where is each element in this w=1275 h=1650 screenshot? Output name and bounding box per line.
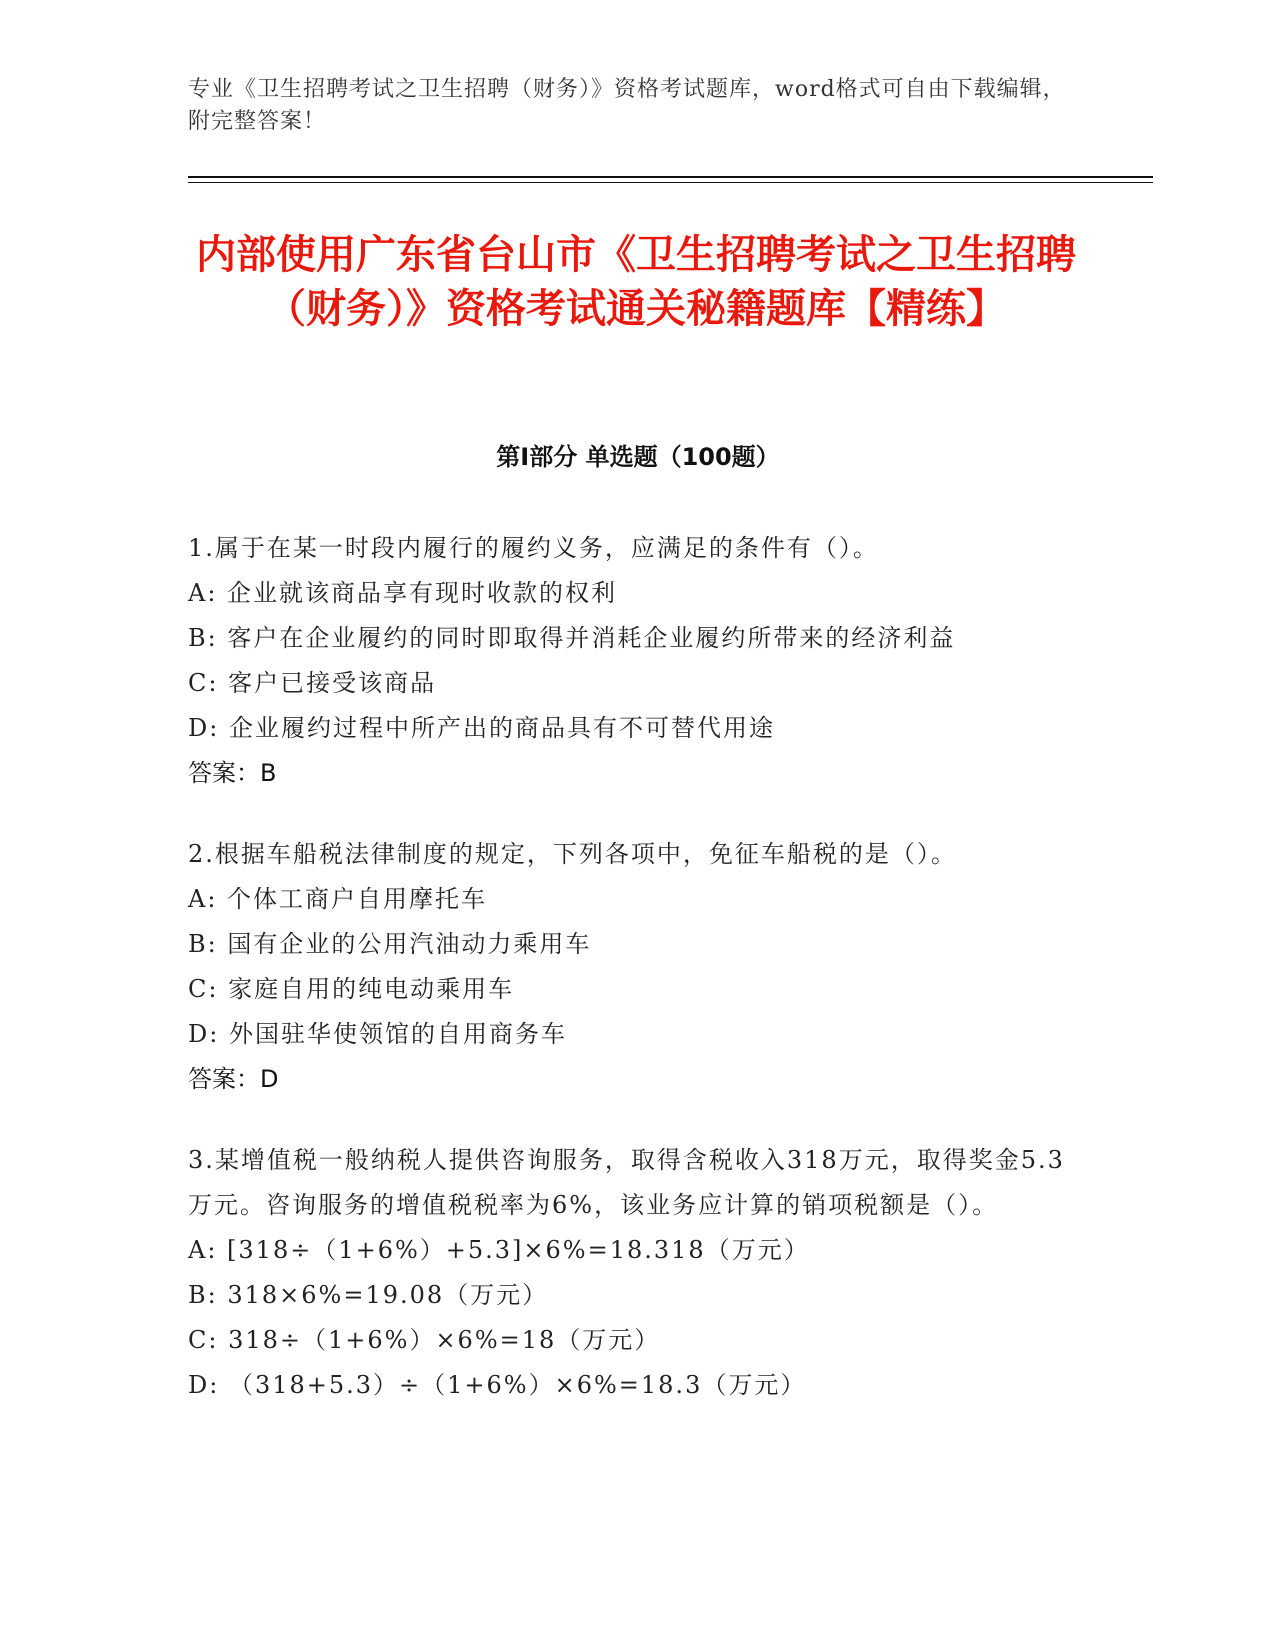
option-d: D: 外国驻华使领馆的自用商务车 [188, 1020, 567, 1048]
header-divider-thick [188, 176, 1153, 178]
question-stem: 3.某增值税一般纳税人提供咨询服务，取得含税收入318万元，取得奖金5.3万元。咨询服务的增值税税率为6%，该业务应计算的销项税额是（）。 [188, 1146, 1065, 1219]
question-list [188, 526, 1068, 1444]
option-a: A: [318÷（1+6%）+5.3]×6%=18.318（万元） [188, 1236, 810, 1264]
option-d: D: （318+5.3）÷（1+6%）×6%=18.3（万元） [188, 1371, 807, 1399]
answer-line: 答案：D [188, 1065, 279, 1093]
option-d: D: 企业履约过程中所产出的商品具有不可替代用途 [188, 714, 775, 742]
option-a: A: 企业就该商品享有现时收款的权利 [188, 579, 618, 607]
question-stem: 2.根据车船税法律制度的规定，下列各项中，免征车船税的是（）。 [188, 840, 957, 868]
document-title: 内部使用广东省台山市《卫生招聘考试之卫生招聘（财务）》资格考试通关秘籍题库【精练】 [196, 232, 1076, 332]
section-heading: 第Ⅰ部分 单选题（100题） [496, 443, 780, 471]
option-c: C: 318÷（1+6%）×6%=18（万元） [188, 1326, 661, 1354]
option-b: B: 318×6%=19.08（万元） [188, 1281, 549, 1309]
option-c: C: 家庭自用的纯电动乘用车 [188, 975, 515, 1003]
question-1 [188, 526, 1068, 796]
option-b: B: 国有企业的公用汽油动力乘用车 [188, 930, 592, 958]
header-divider-thin [188, 182, 1153, 183]
question-3 [188, 1138, 1068, 1408]
option-b: B: 客户在企业履约的同时即取得并消耗企业履约所带来的经济利益 [188, 624, 956, 652]
header-note: 专业《卫生招聘考试之卫生招聘（财务）》资格考试题库，word格式可自由下载编辑，附完整答案！ [188, 77, 1066, 134]
answer-line: 答案：B [188, 759, 277, 787]
option-c: C: 客户已接受该商品 [188, 669, 437, 697]
option-a: A: 个体工商户自用摩托车 [188, 885, 488, 913]
question-2 [188, 832, 1068, 1102]
question-stem: 1.属于在某一时段内履行的履约义务，应满足的条件有（）。 [188, 534, 879, 562]
